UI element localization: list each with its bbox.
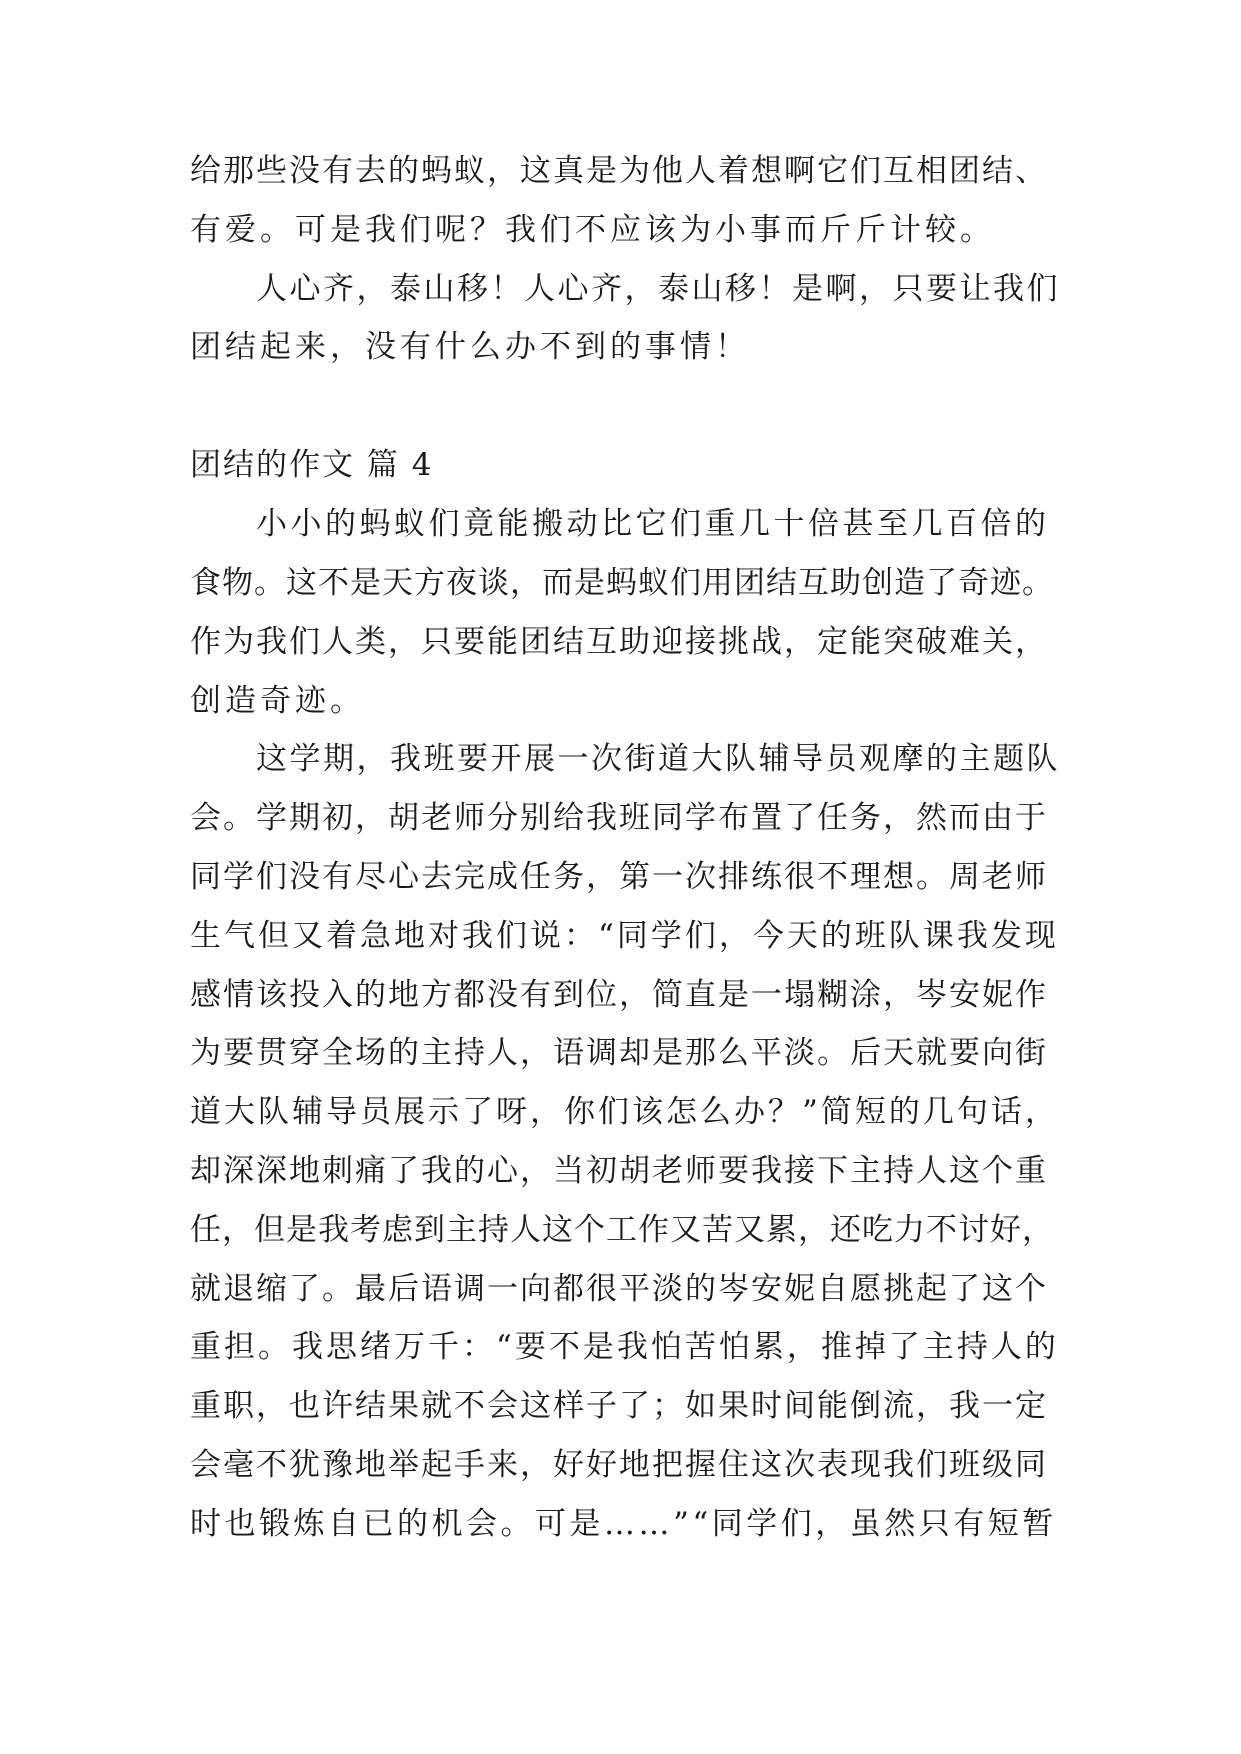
text-line: 为要贯穿全场的主持人，语调却是那么平淡。后天就要向街 [190,1035,1048,1072]
text-line: 作为我们人类，只要能团结互助迎接挑战，定能突破难关， [190,623,1048,660]
text-line: 团结起来，没有什么办不到的事情！ [190,329,750,366]
text-line: 重职，也许结果就不会这样子了；如果时间能倒流，我一定 [190,1388,1048,1425]
text-line: 会毫不犹豫地举起手来，好好地把握住这次表现我们班级同 [190,1446,1048,1483]
text-line: 重担。我思绪万千：“要不是我怕苦怕累，推掉了主持人的 [190,1329,1059,1366]
section-spacer [190,377,1060,435]
text-line: 人心齐，泰山移！人心齐，泰山移！是啊，只要让我们 [256,270,1060,307]
text-line: 创造奇迹。 [190,682,365,719]
paragraph [190,260,1060,378]
text-line: 感情该投入的地方都没有到位，简直是一塌糊涂，岑安妮作 [190,976,1048,1013]
text-line: 道大队辅导员展示了呀，你们该怎么办？”简短的几句话， [190,1094,1059,1131]
text-line: 给那些没有去的蚂蚁，这真是为他人着想啊它们互相团结、 [190,153,1048,189]
text-line: 同学们没有尽心去完成任务，第一次排练很不理想。周老师 [190,858,1048,895]
text-line: 时也锻炼自已的机会。可是……”“同学们，虽然只有短暂 [190,1505,1057,1542]
text-line: 任，但是我考虑到主持人这个工作又苦又累，还吃力不讨好， [190,1211,1054,1248]
text-line: 有爱。可是我们呢？我们不应该为小事而斤斤计较。 [190,211,995,248]
paragraph [190,142,1060,260]
text-line: 食物。这不是天方夜谈，而是蚂蚁们用团结互助创造了奇迹。 [190,564,1054,601]
document-body [190,142,1060,1554]
text-line: 会。学期初，胡老师分别给我班同学布置了任务，然而由于 [190,800,1048,837]
paragraph [190,730,1060,1553]
text-line: 小小的蚂蚁们竟能搬动比它们重几十倍甚至几百倍的 [256,506,1050,543]
text-line: 就退缩了。最后语调一向都很平淡的岑安妮自愿挑起了这个 [190,1270,1048,1307]
paragraph [190,495,1060,730]
text-line: 生气但又着急地对我们说：“同学们，今天的班队课我发现 [190,917,1059,954]
text-line: 却深深地刺痛了我的心，当初胡老师要我接下主持人这个重 [190,1152,1048,1189]
section-heading: 团结的作文 篇 4 [190,447,434,484]
text-line: 这学期，我班要开展一次街道大队辅导员观摩的主题队 [256,741,1060,778]
